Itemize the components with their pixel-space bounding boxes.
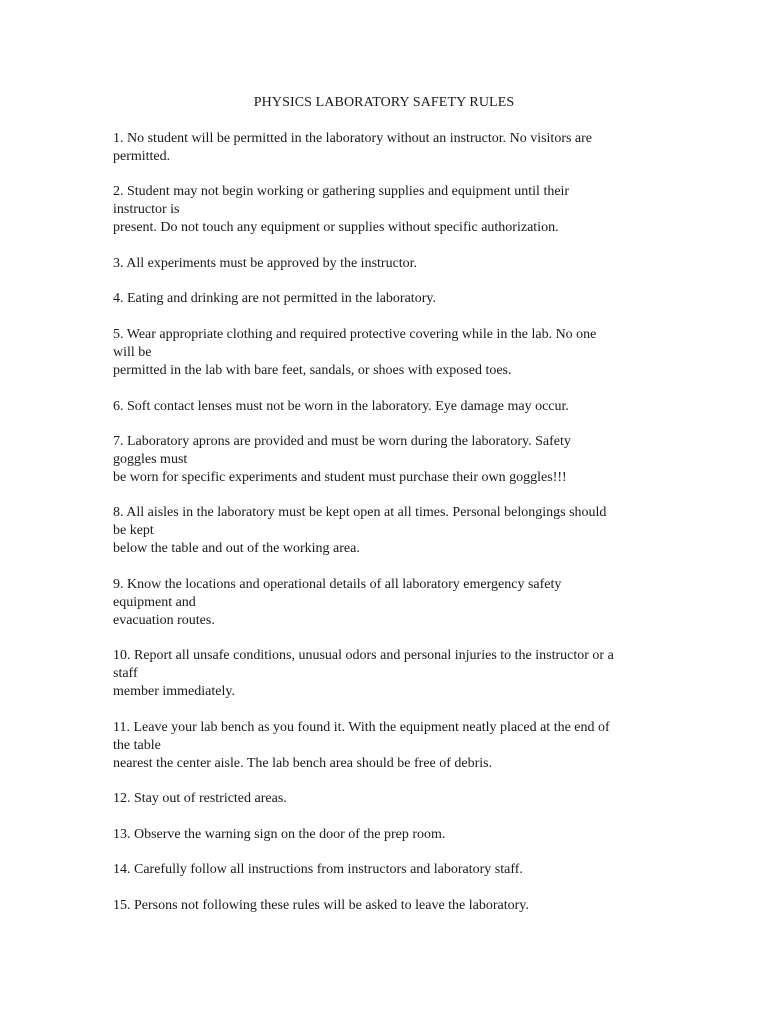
rule-item-4 (113, 290, 673, 308)
rule-line: evacuation routes. (113, 613, 215, 628)
rule-line: 12. Stay out of restricted areas. (113, 791, 287, 806)
rule-line: be kept (113, 523, 154, 538)
rule-item-10 (113, 647, 673, 701)
rule-item-9 (113, 576, 673, 630)
rule-item-5 (113, 326, 673, 380)
rule-item-1 (113, 130, 673, 166)
rule-line: member immediately. (113, 684, 235, 699)
rule-item-11 (113, 719, 673, 773)
rule-line: 1. No student will be permitted in the laboratory without an instructor. No visitors are (113, 131, 593, 146)
rule-line: 15. Persons not following these rules will be asked to leave the laboratory. (113, 898, 529, 913)
rule-line: 13. Observe the warning sign on the door of the prep room. (113, 827, 446, 842)
rule-line: goggles must (113, 452, 188, 467)
rule-item-3 (113, 255, 673, 273)
rule-item-8 (113, 504, 673, 558)
rule-line: 3. All experiments must be approved by the instructor. (113, 256, 418, 271)
rule-item-2 (113, 183, 673, 237)
rule-item-12 (113, 790, 673, 808)
rule-line: 4. Eating and drinking are not permitted in the laboratory. (113, 291, 436, 306)
rule-line: be worn for specific experiments and student must purchase their own goggles!!! (113, 470, 567, 485)
rule-line: below the table and out of the working area. (113, 541, 360, 556)
rule-item-7 (113, 433, 673, 487)
rule-line: instructor is (113, 202, 180, 217)
rule-line: 2. Student may not begin working or gathering supplies and equipment until their (113, 184, 570, 199)
rule-line: 7. Laboratory aprons are provided and must be worn during the laboratory. Safety (113, 434, 571, 449)
rule-line: will be (113, 345, 152, 360)
rule-line: equipment and (113, 595, 196, 610)
rule-item-13 (113, 826, 673, 844)
rule-line: the table (113, 738, 161, 753)
rule-item-14 (113, 861, 673, 879)
rule-line: present. Do not touch any equipment or supplies without specific authorization. (113, 220, 559, 235)
rule-line: staff (113, 666, 138, 681)
rule-line: nearest the center aisle. The lab bench area should be free of debris. (113, 756, 493, 771)
rule-item-15 (113, 897, 673, 915)
rule-line: 9. Know the locations and operational details of all laboratory emergency safety (113, 577, 562, 592)
rule-line: permitted in the lab with bare feet, sandals, or shoes with exposed toes. (113, 363, 512, 378)
rule-line: 8. All aisles in the laboratory must be kept open at all times. Personal belongings should (113, 505, 607, 520)
rule-line: 5. Wear appropriate clothing and required protective covering while in the lab. No one (113, 327, 597, 342)
document-title: PHYSICS LABORATORY SAFETY RULES (253, 95, 515, 110)
rule-line: permitted. (113, 149, 171, 164)
rule-line: 11. Leave your lab bench as you found it. With the equipment neatly placed at the end of (113, 720, 610, 735)
rule-line: 6. Soft contact lenses must not be worn in the laboratory. Eye damage may occur. (113, 399, 569, 414)
rule-line: 10. Report all unsafe conditions, unusual odors and personal injuries to the instructor or a (113, 648, 614, 663)
rule-item-6 (113, 398, 673, 416)
rule-line: 14. Carefully follow all instructions from instructors and laboratory staff. (113, 862, 523, 877)
